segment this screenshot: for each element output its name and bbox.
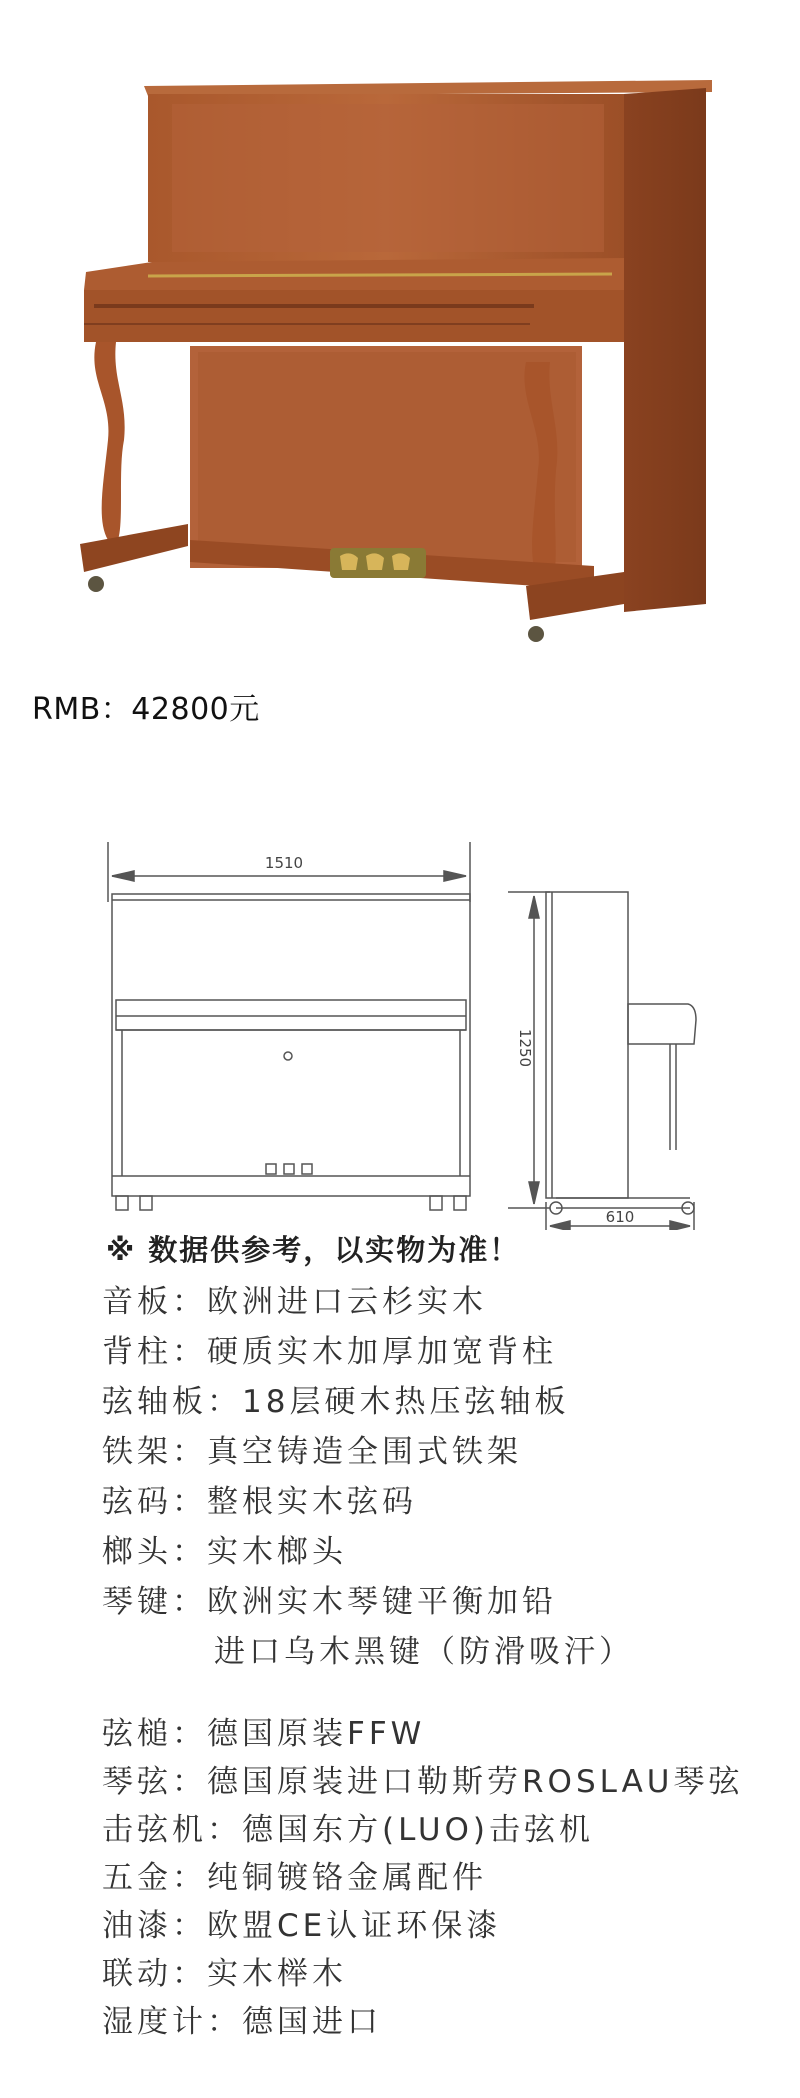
spec-row: 背柱：硬质实木加厚加宽背柱 xyxy=(102,1334,557,1370)
price-label: RMB：42800元 xyxy=(32,692,260,727)
spec-row: 油漆：欧盟CE认证环保漆 xyxy=(102,1908,502,1944)
spec-row: 弦轴板：18层硬木热压弦轴板 xyxy=(102,1384,570,1420)
spec-row: 琴弦：德国原装进口勒斯劳ROSLAU琴弦 xyxy=(102,1764,744,1800)
spec-row: 榔头：实木榔头 xyxy=(102,1534,347,1570)
spec-row: 音板：欧洲进口云杉实木 xyxy=(102,1284,487,1320)
spec-row: 弦槌：德国原装FFW xyxy=(102,1716,426,1752)
height-dimension: 1250 xyxy=(516,1028,534,1068)
spec-row: 进口乌木黑键（防滑吸汗） xyxy=(214,1634,634,1670)
dimension-drawing xyxy=(0,830,800,1230)
width-dimension: 1510 xyxy=(264,854,304,872)
piano-photo xyxy=(0,0,800,660)
spec-row: 联动：实木榉木 xyxy=(102,1956,347,1992)
spec-row: 湿度计：德国进口 xyxy=(102,2004,382,2040)
disclaimer-note: ※ 数据供参考，以实物为准！ xyxy=(106,1233,521,1267)
spec-row: 弦码：整根实木弦码 xyxy=(102,1484,417,1520)
spec-row: 五金：纯铜镀铬金属配件 xyxy=(102,1860,487,1896)
depth-dimension: 610 xyxy=(605,1208,635,1226)
spec-row: 铁架：真空铸造全围式铁架 xyxy=(102,1434,522,1470)
spec-row: 琴键：欧洲实木琴键平衡加铅 xyxy=(102,1584,557,1620)
spec-row: 击弦机：德国东方(LUO)击弦机 xyxy=(102,1812,595,1848)
